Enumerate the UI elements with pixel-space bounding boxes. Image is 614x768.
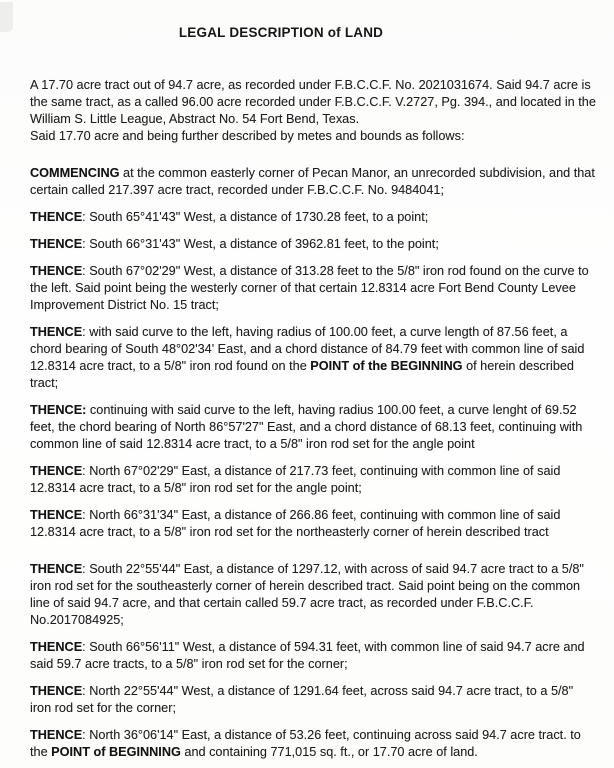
legal-paragraph [30, 727, 596, 761]
paragraph-text: : North 66°31'34" East, a distance of 266.86 feet, continuing with common line of said 12.8314 acre tract, to a 5/8" iron rod set for the northeasterly corner of herein described tract [30, 508, 561, 539]
legal-paragraph [30, 463, 596, 497]
paragraph-lead: THENCE [30, 325, 83, 339]
paragraph-lead: THENCE [30, 237, 83, 251]
document-title: LEGAL DESCRIPTION of LAND [178, 25, 384, 40]
legal-paragraph [30, 236, 596, 253]
paragraph-text: : South 66°31'43" West, a distance of 3962.81 feet, to the point; [82, 237, 439, 251]
intro-text-part2: Said 17.70 acre and being further described by metes and bounds as follows: [30, 129, 465, 143]
legal-paragraph [30, 639, 596, 673]
metes-and-bounds-paragraphs [30, 165, 596, 761]
paragraph-lead: THENCE [30, 684, 83, 698]
intro-paragraph [30, 77, 596, 145]
paragraph-lead: THENCE [30, 728, 83, 742]
legal-paragraph [30, 209, 596, 226]
paragraph-text: : with said curve to the left, having radius of 100.00 feet, a curve length of 87.56 feet, a chord bearing of South 48°02'34' East, and a chord distance of 84.79 feet with common line of said 12.8314 acre tract, to a 5/8" iron rod found on the [30, 325, 585, 373]
legal-paragraph [30, 165, 596, 199]
legal-paragraph [30, 683, 596, 717]
paragraph-lead: THENCE: [30, 403, 87, 417]
paragraph-text: : South 66°56'11" West, a distance of 594.31 feet, with common line of said 94.7 acre and said 59.7 acre tracts, to a 5/8" iron rod set for the corner; [30, 640, 585, 671]
paragraph-lead: THENCE [30, 264, 83, 278]
legal-paragraph [30, 561, 596, 629]
paragraph-lead: THENCE [30, 640, 83, 654]
intro-text-part1: A 17.70 acre tract out of 94.7 acre, as recorded under F.B.C.C.F. No. 2021031674. Said 94.7 acre is the same tract, as a called 96.00 acre recorded under F.B.C.C.F. V.2727, Pg. 394., and located in the William S. Little League, Abstract No. 54 Fort Bend, Texas. [30, 78, 596, 126]
paragraph-text: : North 67°02'29" East, a distance of 217.73 feet, continuing with common line of said 12.8314 acre tract, to a 5/8" iron rod set for the angle point; [30, 464, 561, 495]
legal-paragraph [30, 324, 596, 392]
paragraph-text: : South 67°02'29" West, a distance of 313.28 feet to the 5/8" iron rod found on the curve to the left. Said point being the westerly corner of that certain 12.8314 acre Fort Bend County Levee Improvement District No. 15 tract; [30, 264, 589, 312]
paragraph-text: and containing 771,015 sq. ft., or 17.70 acre of land. [180, 745, 478, 759]
paragraph-lead: COMMENCING [30, 166, 120, 180]
paragraph-text: of herein described tract; [30, 359, 574, 390]
paragraph-text: : South 22°55'44" East, a distance of 1297.12, with across of said 94.7 acre tract to a 5/8" iron rod set for the southeasterly corner of herein described tract. Said point being on the common line of said 94.7 acre, and that certain called 59.7 acre tract, as recorded under F.B.C.C.F. No.2017084925; [30, 562, 584, 627]
paragraph-lead: THENCE [30, 464, 83, 478]
paragraph-emphasis: POINT of the BEGINNING [310, 359, 463, 373]
document-body [0, 40, 614, 761]
paragraph-lead: THENCE [30, 210, 83, 224]
paragraph-text: : North 36°06'14" East, a distance of 53.26 feet, continuing across said 94.7 acre tract. to the [30, 728, 581, 759]
paragraph-text: continuing with said curve to the left, having radius 100.00 feet, a curve lenght of 69.52 feet, the chord bearing of North 86°57'27" East, and a chord distance of 68.13 feet, continuing with common line of said 12.8314 acre tract, to a 5/8" iron rod set for the angle point [30, 403, 583, 451]
legal-paragraph [30, 402, 596, 453]
paragraph-emphasis: POINT of BEGINNING [51, 745, 181, 759]
paragraph-text: at the common easterly corner of Pecan Manor, an unrecorded subdivision, and that certain called 217.397 acre tract, recorded under F.B.C.C.F. No. 9484041; [30, 166, 595, 197]
paragraph-text: : South 65°41'43" West, a distance of 1730.28 feet, to a point; [82, 210, 429, 224]
paragraph-text: : North 22°55'44" West, a distance of 1291.64 feet, across said 94.7 acre tract, to a 5/8" iron rod set for the corner; [30, 684, 574, 715]
legal-paragraph [30, 507, 596, 541]
legal-paragraph [30, 263, 596, 314]
paragraph-lead: THENCE [30, 562, 83, 576]
paragraph-lead: THENCE [30, 508, 83, 522]
